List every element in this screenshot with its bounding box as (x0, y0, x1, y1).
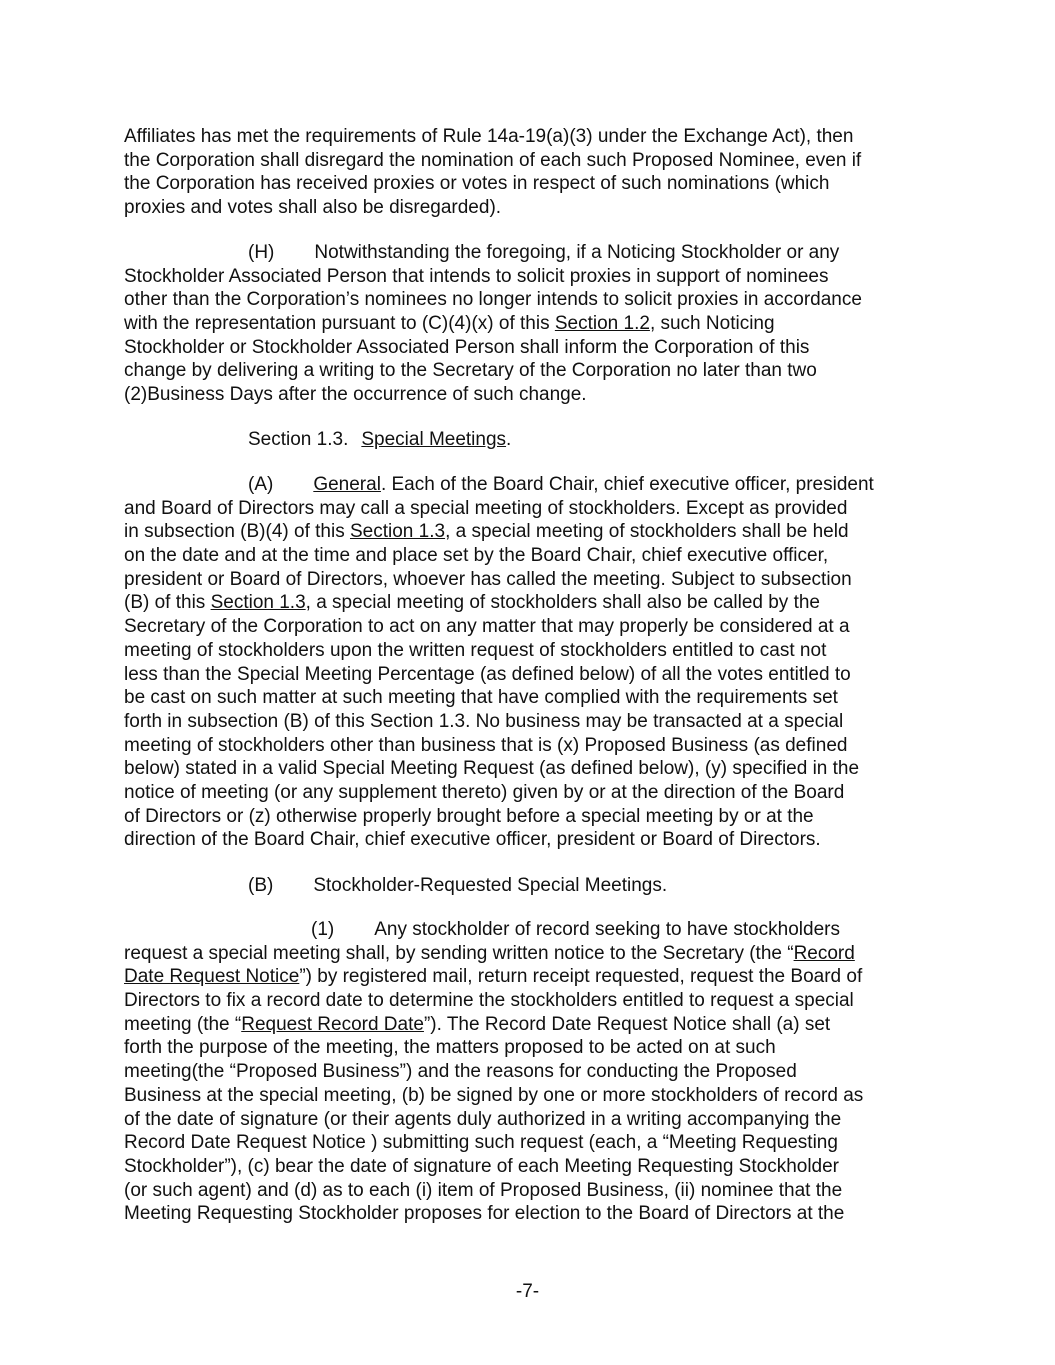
text-line: less than the Special Meeting Percentage (as defined below) of all the votes entitled to (124, 663, 851, 685)
text-line: other than the Corporation’s nominees no longer intends to solicit proxies in accordance (124, 289, 862, 311)
text-line: on the date and at the time and place set by the Board Chair, chief executive officer, (124, 545, 829, 567)
text-line: the Corporation shall disregard the nomination of each such Proposed Nominee, even if (124, 149, 862, 171)
list-marker: (1) (311, 919, 335, 940)
text-line: (or such agent) and (d) as to each (i) item of Proposed Business, (ii) nominee that the (124, 1179, 843, 1201)
text-line: Date Request Notice”) by registered mail, return receipt requested, request the Board of (124, 966, 863, 988)
section-reference: Section 1.3 (210, 592, 306, 614)
text-line: the Corporation has received proxies or votes in respect of such nominations (which (124, 173, 830, 195)
text-line: Stockholder Associated Person that intends to solicit proxies in support of nominees (124, 265, 829, 287)
text-line: with the representation pursuant to (C)(4)(x) of this Section 1.2, such Noticing (124, 313, 775, 335)
paragraph-continuation (124, 125, 934, 220)
text-line: forth the purpose of the meeting, the matters proposed to be acted on at such (124, 1037, 776, 1059)
defined-term: Request Record Date (241, 1013, 424, 1035)
section-heading: Section 1.3. Special Meetings. (248, 429, 512, 450)
defined-term: Record (793, 942, 855, 964)
text-line: Business at the special meeting, (b) be signed by one or more stockholders of record as (124, 1084, 864, 1106)
section-label: Section 1.3. (248, 429, 349, 450)
text-line: notice of meeting (or any supplement thereto) given by or at the direction of the Board (124, 781, 845, 803)
subsection-title: Stockholder-Requested Special Meetings. (313, 875, 668, 896)
text-line: Affiliates has met the requirements of Rule 14a-19(a)(3) under the Exchange Act), then (124, 126, 854, 147)
paragraph-b1 (124, 918, 934, 1226)
text-line: Secretary of the Corporation to act on any matter that may properly be considered at a (124, 616, 850, 638)
section-reference: Section 1.2 (554, 313, 650, 335)
text-line: be cast on such matter at such meeting that have complied with the requirements set (124, 687, 838, 709)
text-line: of Directors or (z) otherwise properly brought before a special meeting by or at the (124, 805, 814, 827)
subsection-heading: General (313, 474, 381, 495)
text-line: meeting of stockholders other than business that is (x) Proposed Business (as defined (124, 734, 848, 756)
text-line: of the date of signature (or their agents duly authorized in a writing accompanying the (124, 1108, 842, 1130)
text-line: request a special meeting shall, by sending written notice to the Secretary (the “Record (124, 942, 855, 964)
text-line: (A) General. Each of the Board Chair, chief executive officer, president (248, 474, 874, 495)
text-line: direction of the Board Chair, chief executive officer, president or Board of Directors. (124, 829, 821, 851)
text-line: president or Board of Directors, whoever has called the meeting. Subject to subsection (124, 568, 852, 590)
paragraph-b (124, 874, 934, 898)
text-line: forth in subsection (B) of this Section 1.3. No business may be transacted at a special (124, 710, 844, 732)
page-number: -7- (515, 1281, 540, 1302)
text-line: Directors to fix a record date to determine the stockholders entitled to request a special (124, 990, 854, 1012)
text-line: meeting of stockholders upon the written request of stockholders entitled to cast not (124, 639, 827, 661)
text-line: and Board of Directors may call a special meeting of stockholders. Except as provided (124, 497, 848, 519)
text-line: meeting(the “Proposed Business”) and the reasons for conducting the Proposed (124, 1061, 797, 1083)
text-line: Meeting Requesting Stockholder proposes for election to the Board of Directors at the (124, 1203, 845, 1225)
defined-term: Date Request Notice (124, 966, 300, 988)
section-reference: Section 1.3 (349, 521, 446, 543)
paragraph-a (124, 473, 934, 852)
text-line: (H) Notwithstanding the foregoing, if a Noticing Stockholder or any (248, 242, 840, 263)
text-line: Stockholder”), (c) bear the date of signature of each Meeting Requesting Stockholder (124, 1155, 840, 1177)
list-marker: (H) (248, 242, 275, 263)
text-line: Stockholder or Stockholder Associated Person shall inform the Corporation of this (124, 336, 810, 358)
text-line: proxies and votes shall also be disregarded). (124, 197, 502, 219)
text-line: Record Date Request Notice ) submitting such request (each, a “Meeting Requesting (124, 1132, 838, 1154)
text-line: meeting (the “Request Record Date”). The Record Date Request Notice shall (a) set (124, 1013, 831, 1035)
text-line: change by delivering a writing to the Secretary of the Corporation no later than two (124, 360, 817, 382)
section-title: Special Meetings (361, 429, 507, 450)
text-line: below) stated in a valid Special Meeting Request (as defined below), (y) specified in the (124, 758, 860, 780)
paragraph-h (124, 241, 934, 407)
text-line: (2)Business Days after the occurrence of such change. (124, 384, 587, 406)
text-line: in subsection (B)(4) of this Section 1.3, a special meeting of stockholders shall be held (124, 521, 849, 543)
list-marker: (A) (248, 474, 274, 495)
list-marker: (B) (248, 875, 274, 896)
text-line: (B) of this Section 1.3, a special meeting of stockholders shall also be called by the (124, 592, 821, 614)
text-line: (1) Any stockholder of record seeking to have stockholders (311, 919, 840, 940)
